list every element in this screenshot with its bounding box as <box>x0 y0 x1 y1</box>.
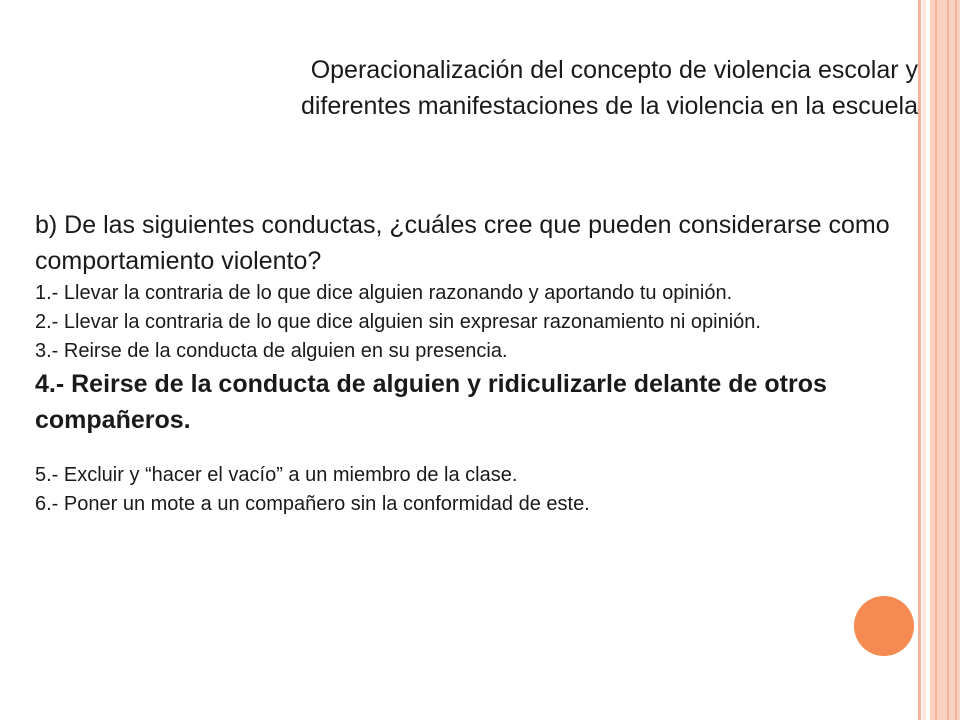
decorative-circle <box>854 596 914 656</box>
frame-inner-line <box>922 0 926 720</box>
slide-title <box>130 52 918 124</box>
slide-body <box>35 207 915 519</box>
list-item-1: 1.- Llevar la contraria de lo que dice alguien razonando y aportando tu opinión. <box>35 282 733 304</box>
list-item-6: 6.- Poner un mote a un compañero sin la conformidad de este. <box>35 493 590 515</box>
title-line-2: diferentes manifestaciones de la violencia en la escuela <box>300 92 918 120</box>
list-item-3: 3.- Reirse de la conducta de alguien en su presencia. <box>35 340 508 362</box>
list-item-4-highlighted: 4.- Reirse de la conducta de alguien y ridiculizarle delante de otros compañeros. <box>35 370 827 434</box>
frame-stripe <box>955 0 957 720</box>
frame-stripe <box>947 0 949 720</box>
title-line-1: Operacionalización del concepto de violencia escolar y <box>310 56 918 84</box>
frame-stripe <box>935 0 937 720</box>
frame-border-line <box>918 0 921 720</box>
question-text: b) De las siguientes conductas, ¿cuáles cree que pueden considerarse como comportamiento violento? <box>35 211 890 275</box>
list-item-2: 2.- Llevar la contraria de lo que dice alguien sin expresar razonamiento ni opinión. <box>35 311 761 333</box>
list-item-5: 5.- Excluir y “hacer el vacío” a un miembro de la clase. <box>35 464 518 486</box>
